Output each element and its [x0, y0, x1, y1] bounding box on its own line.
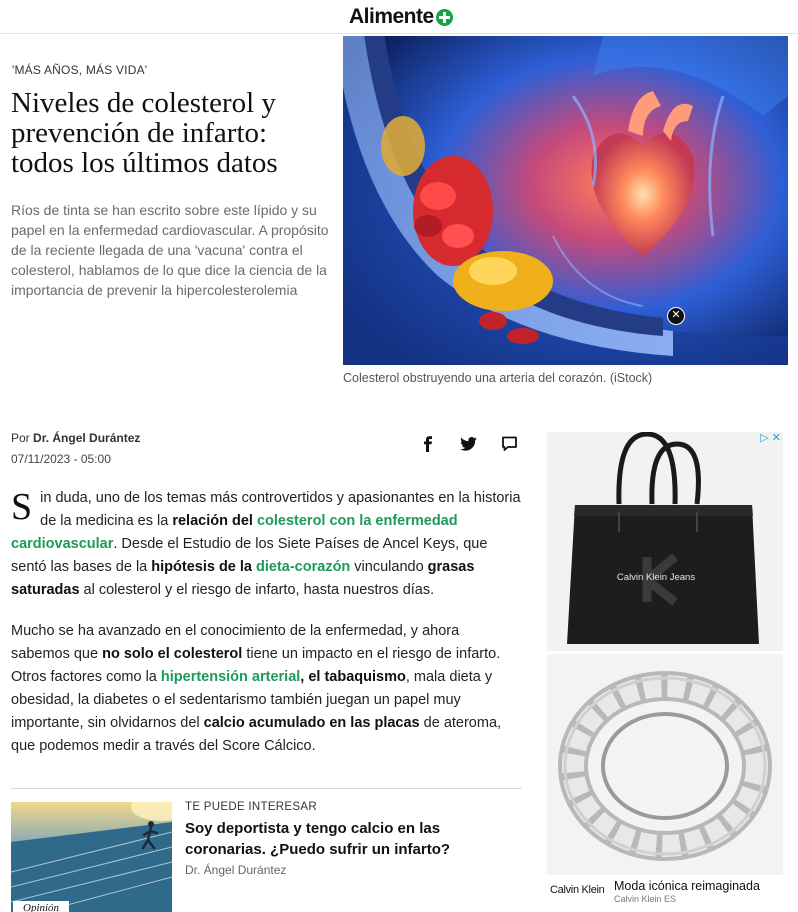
inline-link[interactable]: dieta-corazón — [256, 559, 351, 575]
text-run: de ateroma, que podemos medir a través del Score Cálcico. — [11, 715, 502, 754]
bag-logo-text: Calvin Klein Jeans — [616, 572, 696, 583]
text-run: al colesterol y el riesgo de infarto, hasta nuestros días. — [79, 582, 435, 598]
bold-run: relación del — [172, 513, 257, 529]
byline — [11, 431, 140, 445]
image-caption: Colesterol obstruyendo una arteria del corazón. (iStock) — [343, 371, 653, 385]
twitter-icon[interactable] — [456, 432, 480, 456]
ad-product-ring[interactable] — [547, 654, 783, 875]
ad-source[interactable]: Calvin Klein ES — [614, 894, 677, 904]
section-kicker[interactable]: 'MÁS AÑOS, MÁS VIDA' — [12, 63, 148, 77]
site-header — [0, 0, 798, 34]
inline-link[interactable]: colesterol con la enfermedad cardiovascular — [11, 513, 458, 552]
ad-brand[interactable]: Calvin Klein — [550, 884, 605, 896]
ad-product-bag[interactable] — [547, 432, 783, 651]
publish-date: 07/11/2023 - 05:00 — [11, 452, 111, 466]
author-link[interactable]: Dr. Ángel Durántez — [33, 431, 141, 445]
inline-link[interactable]: hipertensión arterial — [160, 669, 301, 685]
site-logo[interactable] — [349, 5, 453, 29]
logo-text: Alimente — [349, 5, 434, 28]
article-paragraph-2 — [11, 620, 521, 758]
related-author[interactable]: Dr. Ángel Durántez — [185, 863, 287, 877]
hero-image — [343, 36, 788, 365]
article-lead: Ríos de tinta se han escrito sobre este lípido y su papel en la enfermedad cardiovascular. A propósito de la reciente llegada de una 'vacuna' contra el colesterol, hablamos de lo que dice la ciencia de la importancia de prevenir la hipercolesterolemia — [11, 202, 329, 298]
bold-run: , el tabaquismo — [300, 669, 406, 685]
divider — [11, 788, 522, 789]
dropcap: S — [11, 486, 33, 528]
related-tag: TE PUEDE INTERESAR — [185, 801, 317, 813]
bold-run: no solo el colesterol — [102, 646, 243, 662]
byline-prefix: Por — [11, 431, 30, 445]
ad-headline[interactable]: Moda icónica reimaginada — [614, 879, 760, 893]
text-run: vinculando — [350, 559, 428, 575]
text-run: Mucho se ha avanzado en el conocimiento de la enfermedad, y ahora sabemos que — [11, 623, 460, 662]
text-run: , mala dieta y obesidad, la diabetes o el sedentarismo también juegan un papel muy importante, sin olvidarnos del — [11, 669, 493, 731]
related-image[interactable] — [11, 802, 172, 912]
text-run: tiene un impacto en el riesgo de infarto. Otros factores como la — [11, 646, 501, 685]
bold-run: grasas saturadas — [11, 559, 475, 598]
related-title[interactable]: Soy deportista y tengo calcio en las coronarias. ¿Puedo sufrir un infarto? — [185, 820, 451, 858]
text-run: . Desde el Estudio de los Siete Países de Ancel Keys, que sentó las bases de la — [11, 536, 488, 575]
article-paragraph-1 — [11, 487, 521, 602]
comment-icon[interactable] — [497, 432, 521, 456]
advertisement[interactable] — [547, 432, 783, 906]
bold-run: hipótesis de la — [151, 559, 257, 575]
text-run: in duda, uno de los temas más controvertidos y apasionantes en la historia de la medicina es la — [40, 490, 521, 529]
article-title: Niveles de colesterol y prevención de infarto: todos los últimos datos — [11, 87, 278, 179]
adchoices-icon[interactable]: ▷ ✕ — [760, 432, 781, 444]
facebook-icon[interactable] — [416, 432, 440, 456]
opinion-badge: Opinión — [13, 901, 69, 912]
bold-run: calcio acumulado en las placas — [203, 715, 420, 731]
close-icon[interactable]: ✕ — [667, 307, 685, 325]
plus-icon — [436, 9, 453, 26]
